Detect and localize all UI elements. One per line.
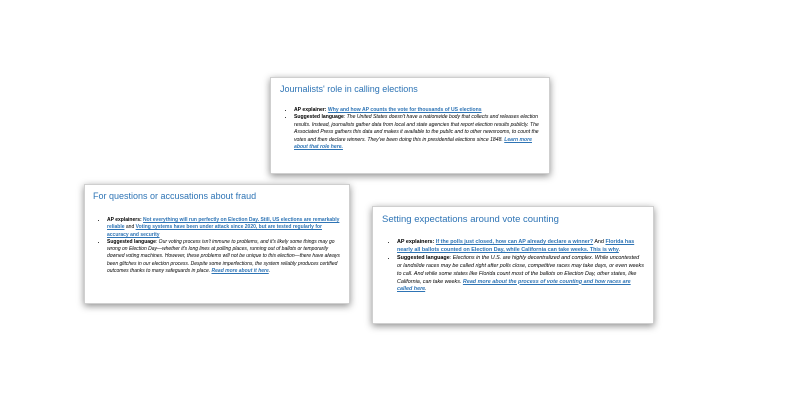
fraud-list [93,217,341,275]
explainers-label: AP explainers [107,217,140,223]
and-text: And [593,239,606,245]
security-link[interactable]: Voting systems have been under attack since 2020, but are tested regularly for accuracy and security [107,224,323,238]
polls-closed-link[interactable]: If the polls just closed, how can AP already declare a winner? [435,239,594,245]
list-item: • AP explainers: Not everything will run perfectly on Election Day. Still, US elections are remarkably reliable and Voting systems have been under attack since 2020, but are tested regularly for accuracy and security [107,217,341,239]
period: . [268,268,271,275]
florida-link[interactable]: Florida has nearly all ballots counted on Election Day, while California can take weeks. This is why [397,239,635,253]
journalists-card [270,77,550,174]
counting-list [382,239,645,294]
list-item: • AP explainer: Why and how AP counts the vote for thousands of US elections [294,107,541,114]
explainers-label: AP explainers [397,239,433,245]
list-item: • AP explainers: If the polls just closed, how can AP already declare a winner? And Florida has nearly all ballots counted on Election Day, while California can take weeks. This is why. [397,239,645,255]
period: . [425,286,427,293]
suggested-label: Suggested language [294,114,344,121]
suggested-text: : The United States doesn't have a nationwide body that collects and releases election results. Instead, journalists gather data from local and state agencies that report election results publicly. The Associated Press gathers this data and makes it available to the public and to other newsrooms, to count the votes and then declare winners. They've been doing this in presidential elections since 1848. [294,114,539,143]
journalists-title: Journalists' role in calling elections [280,84,418,94]
suggested-label: Suggested language [397,254,450,261]
read-more-link[interactable]: Read more about the process of vote counting and how races are called here [397,278,631,293]
period: . [618,246,621,253]
suggested-text: : Elections in the U.S. are highly decentralized and complex. While uncontested or landslide races may be called right after polls close, competitive races may take days, or even weeks to call. And while some states like Florida count most of the ballots on Election Day, other states, like California, can take weeks. [397,254,644,285]
list-item [397,255,645,295]
and-text: and [124,224,136,231]
counting-card [372,206,654,324]
journalists-list [280,107,541,151]
explainer-link[interactable]: Why and how AP counts the vote for thousands of US elections [327,107,482,113]
suggested-label: Suggested language [107,238,156,245]
suggested-text: : Our voting process isn't immune to problems, and it's likely some things may go wrong on Election Day—whether it's long lines at polling places, running out of ballots or temporarily downed voting machines. However, these problems will not be unique to this election—there have always been glitches in our election process. Despite some imperfections, the system reliably produces certified outcomes thanks to many safeguards in place. [107,238,340,275]
learn-more-link[interactable]: Learn more about that role here. [294,136,532,151]
reliable-link[interactable]: Not everything will run perfectly on Election Day. Still, US elections are remarkably reliable [107,217,340,231]
counting-title: Setting expectations around vote counting [382,214,559,225]
fraud-card [84,184,350,304]
list-item [294,114,541,151]
explainer-label: AP explainer [294,107,325,113]
read-more-link[interactable]: Read more about it here [211,268,269,275]
fraud-title: For questions or accusations about fraud [93,191,257,201]
list-item [107,239,341,275]
